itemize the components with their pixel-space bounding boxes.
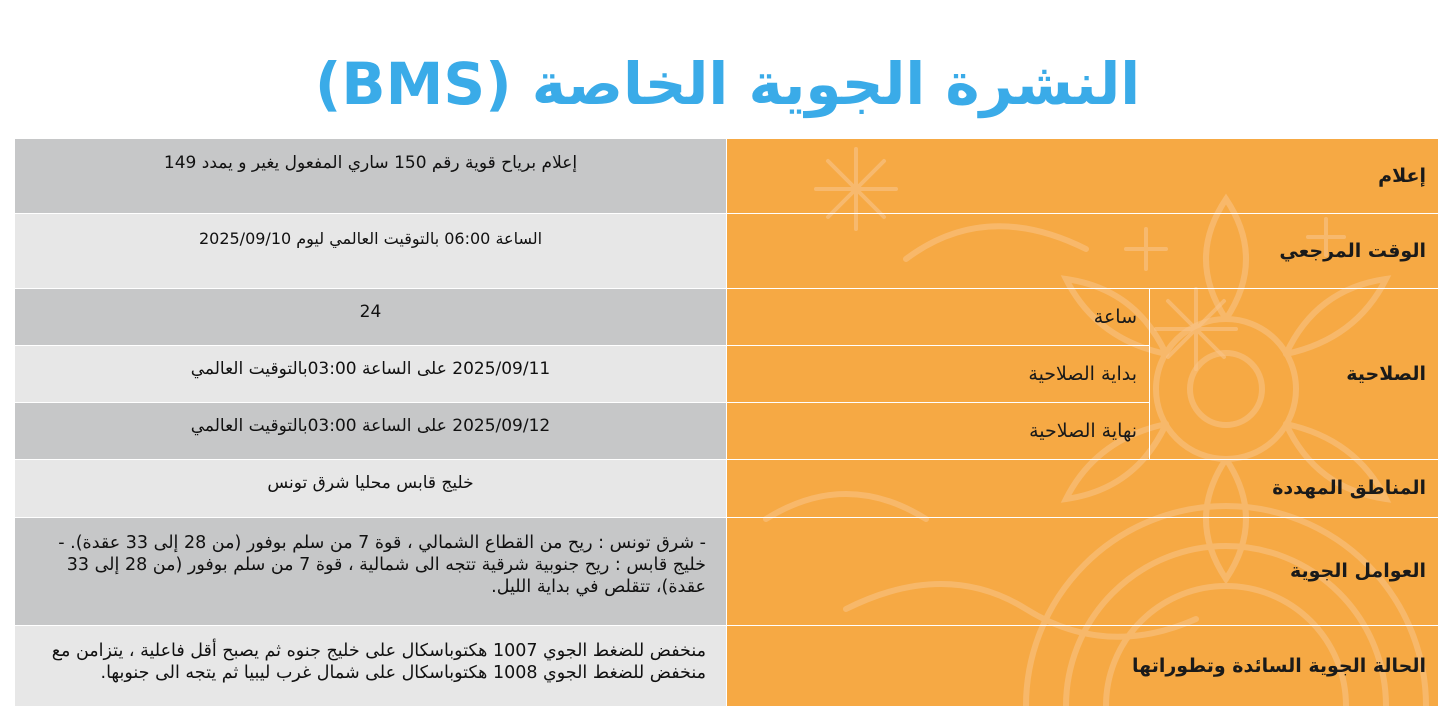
- threatened-areas-value: خليج قابس محليا شرق تونس: [15, 459, 726, 517]
- notice-label: إعلام: [1378, 165, 1426, 187]
- prevailing-situation-label: الحالة الجوية السائدة وتطوراتها: [1132, 654, 1426, 677]
- reference-time-value: الساعة 06:00 بالتوقيت العالمي ليوم 2025/09/10: [15, 213, 726, 288]
- row-divider: [15, 402, 1149, 403]
- validity-hours-label: ساعة: [1093, 305, 1137, 328]
- column-divider: [726, 139, 727, 706]
- weather-factors-label: العوامل الجوية: [1289, 560, 1426, 582]
- weather-factors-value: - شرق تونس : ريح من القطاع الشمالي ، قوة 7 من سلم بوفور (من 28 إلى 33 عقدة). - خليج قابس : ريح جنوبية شرقية تتجه الى شمالية ، قوة 7 من سلم بوفور (من 28 إلى 33 عقدة)، تتقلص في بداية الليل.: [15, 517, 726, 625]
- bulletin-table: [15, 139, 1438, 706]
- validity-start-value: 2025/09/11 على الساعة 03:00بالتوقيت العالمي: [15, 345, 726, 402]
- threatened-areas-label: المناطق المهددة: [1272, 477, 1426, 499]
- reference-time-label: الوقت المرجعي: [1279, 239, 1426, 262]
- column-divider: [1149, 288, 1150, 459]
- row-divider: [15, 345, 1149, 346]
- notice-value: إعلام برياح قوية رقم 150 ساري المفعول يغير و يمدد 149: [15, 139, 726, 213]
- validity-end-label: نهاية الصلاحية: [1029, 419, 1137, 442]
- validity-end-value: 2025/09/12 على الساعة 03:00بالتوقيت العالمي: [15, 402, 726, 459]
- validity-start-label: بداية الصلاحية: [1028, 362, 1137, 385]
- validity-hours-value: 24: [15, 288, 726, 345]
- prevailing-situation-value: منخفض للضغط الجوي 1007 هكتوباسكال على خليج جنوه ثم يصبح أقل فاعلية ، يتزامن مع منخفض للضغط الجوي 1008 هكتوباسكال على شمال غرب ليبيا ثم يتجه الى جنوبها.: [15, 625, 726, 706]
- validity-label: الصلاحية: [1346, 362, 1426, 385]
- page-title: النشرة الجوية الخاصة (BMS): [314, 50, 1141, 118]
